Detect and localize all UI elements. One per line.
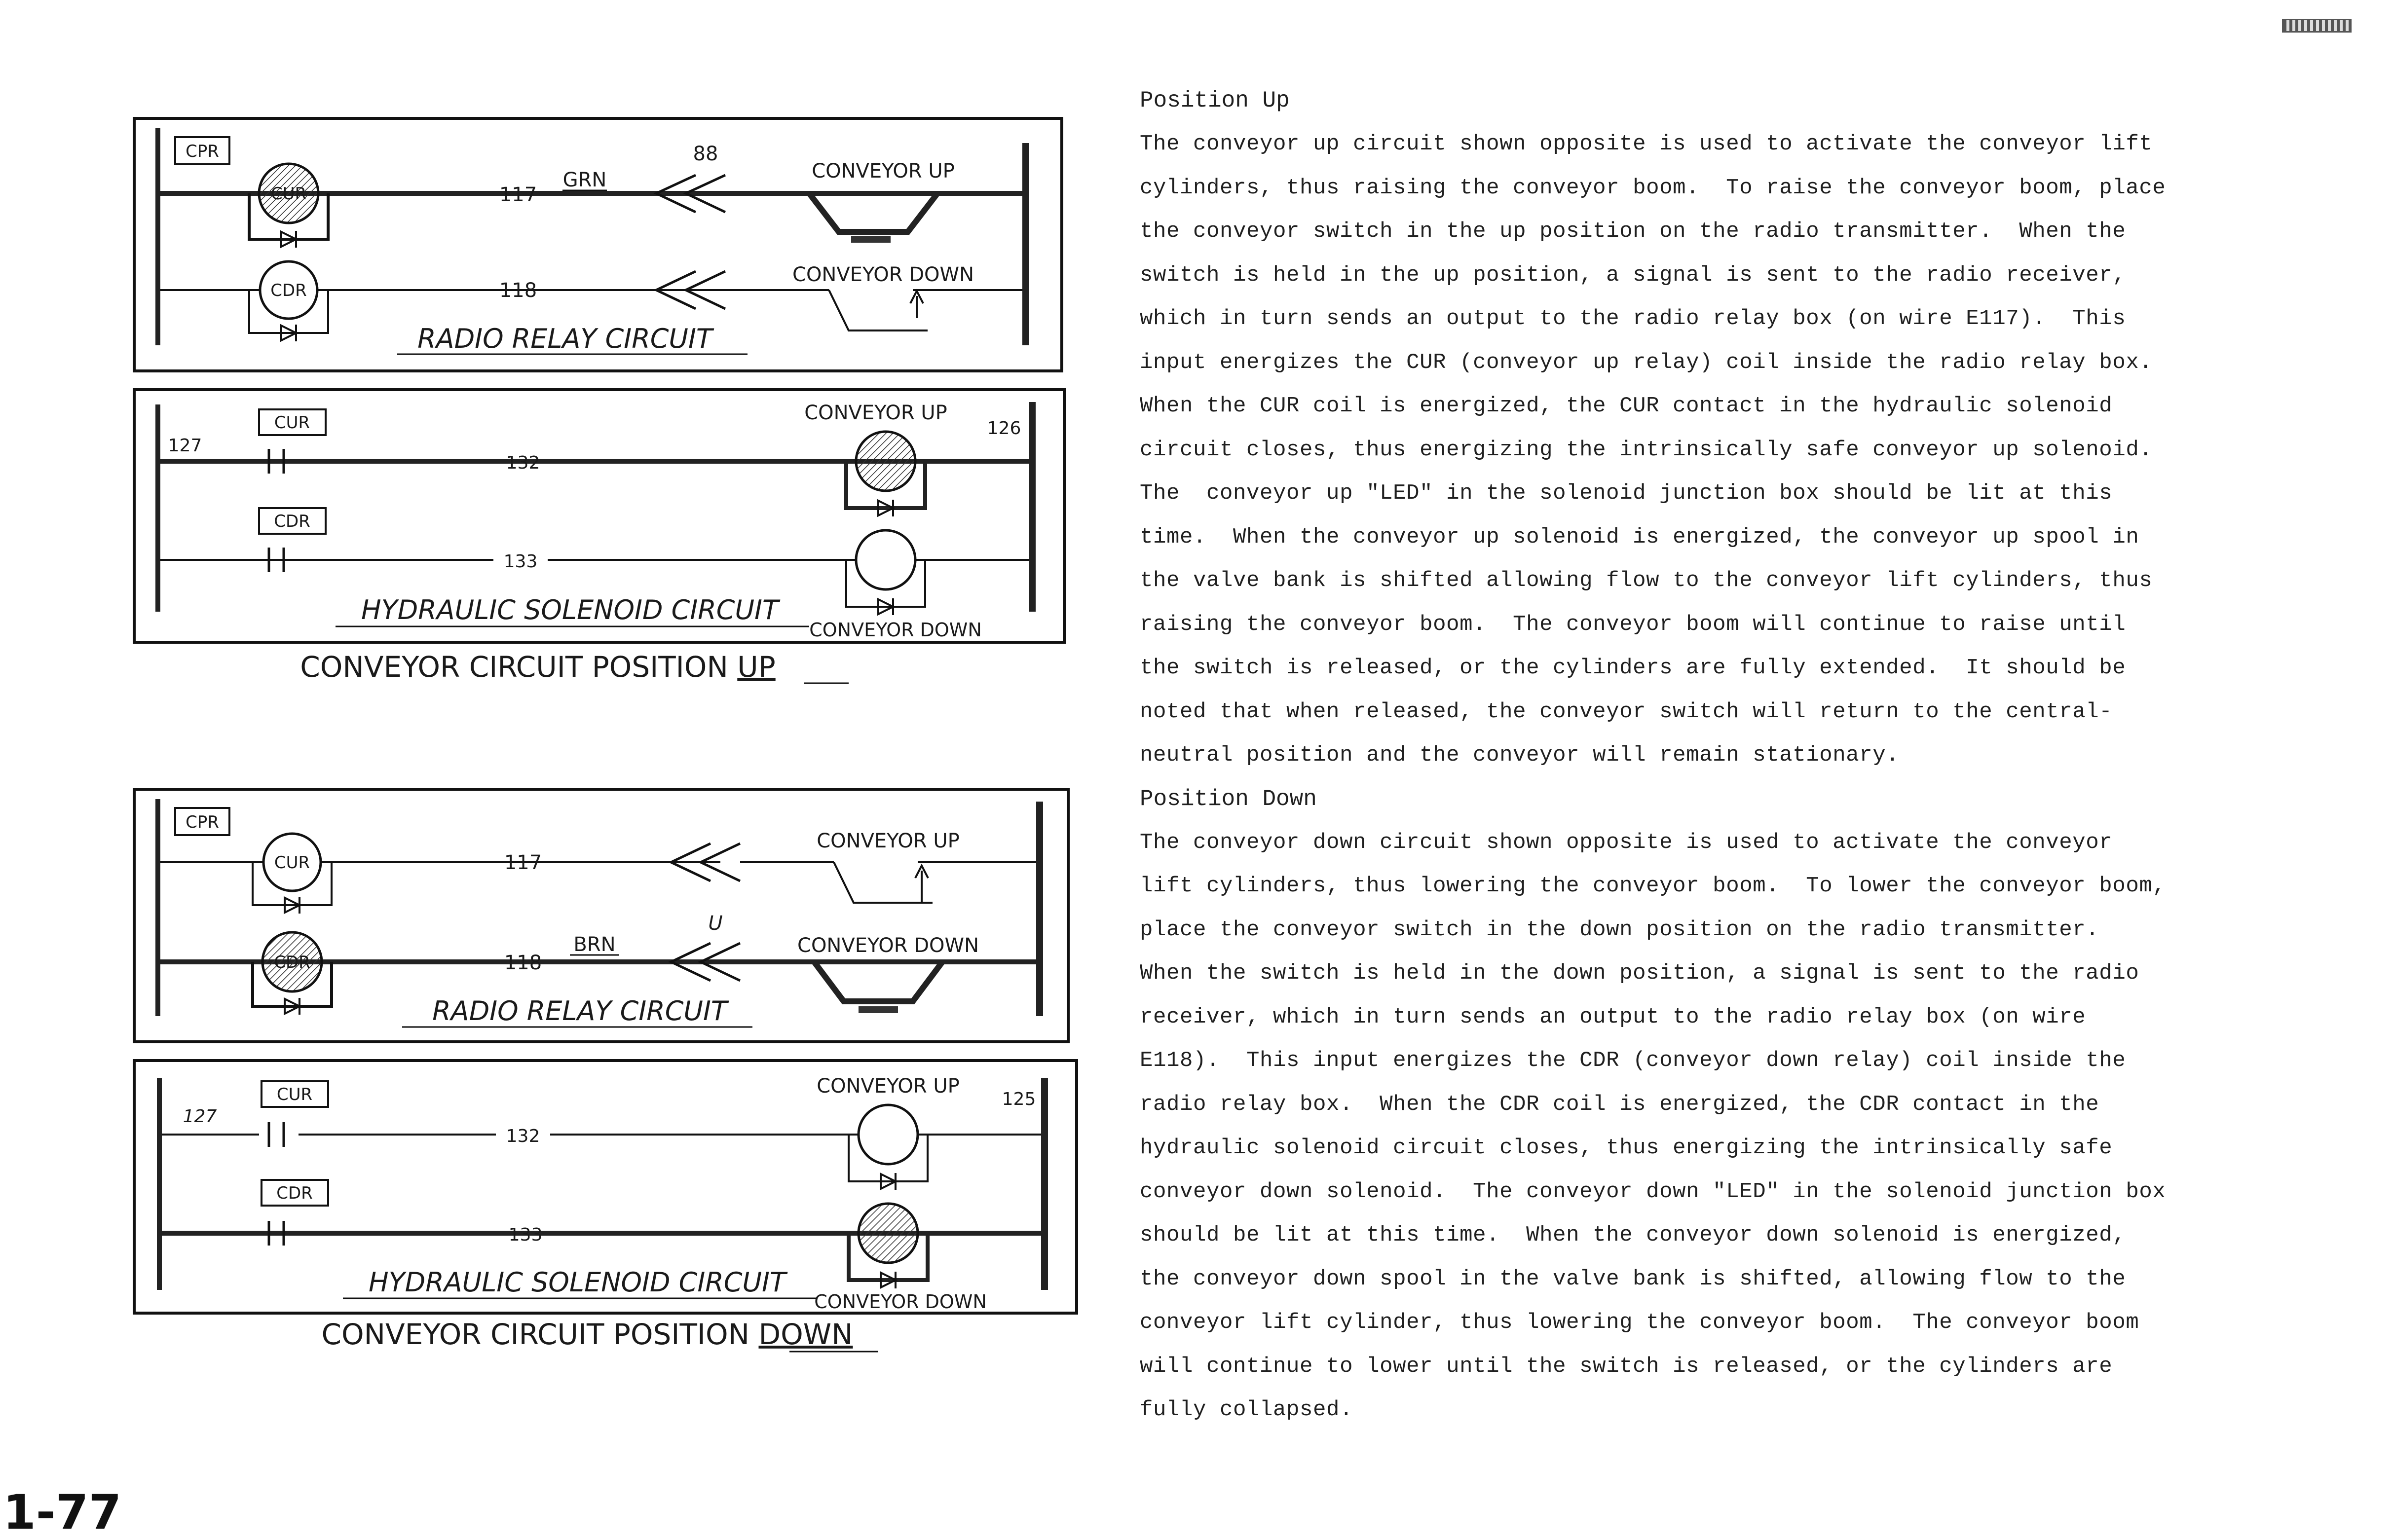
section-position-down bbox=[1140, 777, 2289, 1432]
text-line: time. When the conveyor up solenoid is energized, the conveyor up spool in bbox=[1140, 524, 2139, 550]
wire-118-label: 118 bbox=[499, 279, 537, 302]
solenoid-up-energized bbox=[856, 432, 915, 491]
scan-corner-mark bbox=[2282, 19, 2352, 33]
radio-relay-circuit-title: RADIO RELAY CIRCUIT bbox=[417, 323, 712, 354]
text-line: neutral position and the conveyor will remain stationary. bbox=[1140, 743, 1900, 768]
text-line: cylinders, thus raising the conveyor boom. To raise the conveyor boom, place bbox=[1140, 175, 2166, 200]
text-line: The conveyor up "LED" in the solenoid junction box should be lit at this bbox=[1140, 481, 2113, 506]
wire-color-brn: BRN bbox=[573, 933, 616, 956]
switch-open bbox=[829, 290, 1022, 330]
switch-base bbox=[851, 236, 891, 243]
text-line: will continue to lower until the switch is released, or the cylinders are bbox=[1140, 1354, 2113, 1379]
solenoid-up-label: CONVEYOR UP bbox=[817, 1075, 960, 1098]
right-rail bbox=[1029, 402, 1036, 612]
node-127-label: 127 bbox=[183, 1106, 217, 1127]
switch-closed-down bbox=[814, 962, 942, 1001]
radio-relay-panel-up bbox=[134, 118, 1062, 371]
switch-arrow-icon bbox=[910, 291, 923, 318]
radio-relay-circuit-title: RADIO RELAY CIRCUIT bbox=[432, 995, 727, 1027]
coil-cur-label: CUR bbox=[274, 853, 310, 873]
wire-color-grn: GRN bbox=[562, 169, 607, 191]
text-line: The conveyor up circuit shown opposite is used to activate the conveyor lift bbox=[1140, 132, 2153, 156]
text-line: input energizes the CUR (conveyor up relay) coil inside the radio relay box. bbox=[1140, 350, 2153, 375]
marker-88: 88 bbox=[693, 143, 718, 165]
caption-position-down: CONVEYOR CIRCUIT POSITION DOWN bbox=[321, 1318, 853, 1351]
text-line: conveyor lift cylinder, thus lowering the conveyor boom. The conveyor boom bbox=[1140, 1310, 2139, 1335]
text-line: the conveyor down spool in the valve bank is shifted, allowing flow to the bbox=[1140, 1266, 2126, 1291]
wire-117-label: 117 bbox=[499, 183, 537, 206]
paragraph-position-up bbox=[1140, 122, 2289, 777]
text-line: place the conveyor switch in the down position on the radio transmitter. bbox=[1140, 917, 2099, 942]
wire-117-label: 117 bbox=[504, 851, 542, 874]
text-line: When the CUR coil is energized, the CUR contact in the hydraulic solenoid bbox=[1140, 394, 2113, 418]
hydraulic-solenoid-panel-up bbox=[134, 390, 1064, 642]
left-rail bbox=[157, 1078, 162, 1290]
switch-conveyor-up-label: CONVEYOR UP bbox=[817, 830, 960, 852]
text-line: switch is held in the up position, a signal is sent to the radio receiver, bbox=[1140, 262, 2126, 288]
coil-cdr-label: CDR bbox=[274, 953, 310, 972]
right-rail bbox=[1041, 1078, 1048, 1290]
wire-133-label: 133 bbox=[508, 1225, 543, 1245]
description-text-column bbox=[1140, 79, 2289, 1432]
paragraph-position-down bbox=[1140, 821, 2289, 1432]
switch-open bbox=[834, 862, 1036, 903]
left-rail bbox=[155, 799, 160, 1016]
page-number: 1-77 bbox=[3, 1485, 122, 1540]
text-line: receiver, which in turn sends an output to the radio relay box (on wire bbox=[1140, 1004, 2086, 1029]
contact-cur-label: CUR bbox=[276, 1085, 313, 1104]
switch-closed-up bbox=[809, 193, 937, 232]
node-125-label: 125 bbox=[1002, 1089, 1036, 1109]
contact-cdr-label: CDR bbox=[274, 512, 310, 531]
section-position-up bbox=[1140, 79, 2289, 777]
text-line: the conveyor switch in the up position on the radio transmitter. When the bbox=[1140, 219, 2126, 244]
switch-base bbox=[859, 1006, 898, 1013]
contact-cur-label: CUR bbox=[274, 413, 310, 433]
switch-conveyor-up-label: CONVEYOR UP bbox=[812, 160, 955, 183]
right-rail bbox=[1036, 802, 1043, 1016]
wire-132-label: 132 bbox=[506, 453, 540, 473]
switch-arrow-icon bbox=[915, 866, 928, 903]
text-line: hydraulic solenoid circuit closes, thus energizing the intrinsically safe bbox=[1140, 1136, 2113, 1160]
hydraulic-solenoid-circuit-title: HYDRAULIC SOLENOID CIRCUIT bbox=[369, 1267, 786, 1298]
text-line: When the switch is held in the down position, a signal is sent to the radio bbox=[1140, 961, 2139, 986]
text-line: the valve bank is shifted allowing flow to the conveyor lift cylinders, thus bbox=[1140, 568, 2153, 593]
hydraulic-solenoid-panel-down bbox=[134, 1061, 1077, 1313]
solenoid-up bbox=[859, 1105, 918, 1164]
solenoid-down-energized bbox=[859, 1204, 918, 1263]
text-line: conveyor down solenoid. The conveyor down "LED" in the solenoid junction box bbox=[1140, 1179, 2166, 1204]
left-rail bbox=[155, 404, 160, 612]
radio-relay-panel-down bbox=[134, 789, 1068, 1042]
text-line: lift cylinders, thus lowering the conveyor boom. To lower the conveyor boom, bbox=[1140, 874, 2166, 898]
heading-position-up: Position Up bbox=[1140, 88, 1290, 113]
text-line: the switch is released, or the cylinders are fully extended. It should be bbox=[1140, 656, 2126, 680]
text-line: radio relay box. When the CDR coil is energized, the CDR contact in the bbox=[1140, 1092, 2099, 1117]
hydraulic-solenoid-circuit-title: HYDRAULIC SOLENOID CIRCUIT bbox=[361, 594, 779, 625]
text-line: should be lit at this time. When the conveyor down solenoid is energized, bbox=[1140, 1223, 2126, 1247]
text-line: which in turn sends an output to the radio relay box (on wire E117). This bbox=[1140, 306, 2126, 331]
marker-u: U bbox=[708, 912, 723, 935]
wire-132-label: 132 bbox=[506, 1126, 540, 1146]
solenoid-down-label: CONVEYOR DOWN bbox=[814, 1291, 987, 1313]
contact-cdr-label: CDR bbox=[276, 1183, 313, 1203]
right-rail bbox=[1022, 143, 1029, 345]
diagram-position-up bbox=[134, 118, 1064, 684]
solenoid-down bbox=[856, 530, 915, 589]
heading-position-down: Position Down bbox=[1140, 786, 1317, 812]
contact-gap bbox=[259, 1125, 299, 1144]
left-rail bbox=[155, 128, 160, 345]
tag-cpr: CPR bbox=[186, 142, 219, 161]
caption-position-up: CONVEYOR CIRCUIT POSITION UP bbox=[300, 650, 776, 684]
tag-cpr: CPR bbox=[186, 812, 219, 832]
node-127-label: 127 bbox=[168, 436, 202, 456]
conveyor-circuit-diagrams bbox=[0, 0, 1085, 1381]
node-126-label: 126 bbox=[987, 418, 1021, 439]
text-line: fully collapsed. bbox=[1140, 1397, 1353, 1422]
text-line: noted that when released, the conveyor switch will return to the central- bbox=[1140, 699, 2113, 724]
text-line: raising the conveyor boom. The conveyor boom will continue to raise until bbox=[1140, 612, 2126, 637]
solenoid-down-label: CONVEYOR DOWN bbox=[809, 619, 982, 641]
wire-118-label: 118 bbox=[504, 952, 542, 974]
diagram-position-down bbox=[134, 789, 1077, 1352]
switch-conveyor-down-label: CONVEYOR DOWN bbox=[797, 934, 979, 957]
text-line: The conveyor down circuit shown opposite is used to activate the conveyor bbox=[1140, 830, 2113, 855]
solenoid-up-label: CONVEYOR UP bbox=[804, 402, 947, 424]
wire-133-label: 133 bbox=[503, 551, 538, 572]
switch-conveyor-down-label: CONVEYOR DOWN bbox=[792, 263, 974, 286]
text-line: E118). This input energizes the CDR (conveyor down relay) coil inside the bbox=[1140, 1048, 2126, 1073]
text-line: circuit closes, thus energizing the intrinsically safe conveyor up solenoid. bbox=[1140, 437, 2153, 462]
coil-cur-label: CUR bbox=[270, 184, 307, 204]
coil-cdr-label: CDR bbox=[270, 281, 307, 300]
